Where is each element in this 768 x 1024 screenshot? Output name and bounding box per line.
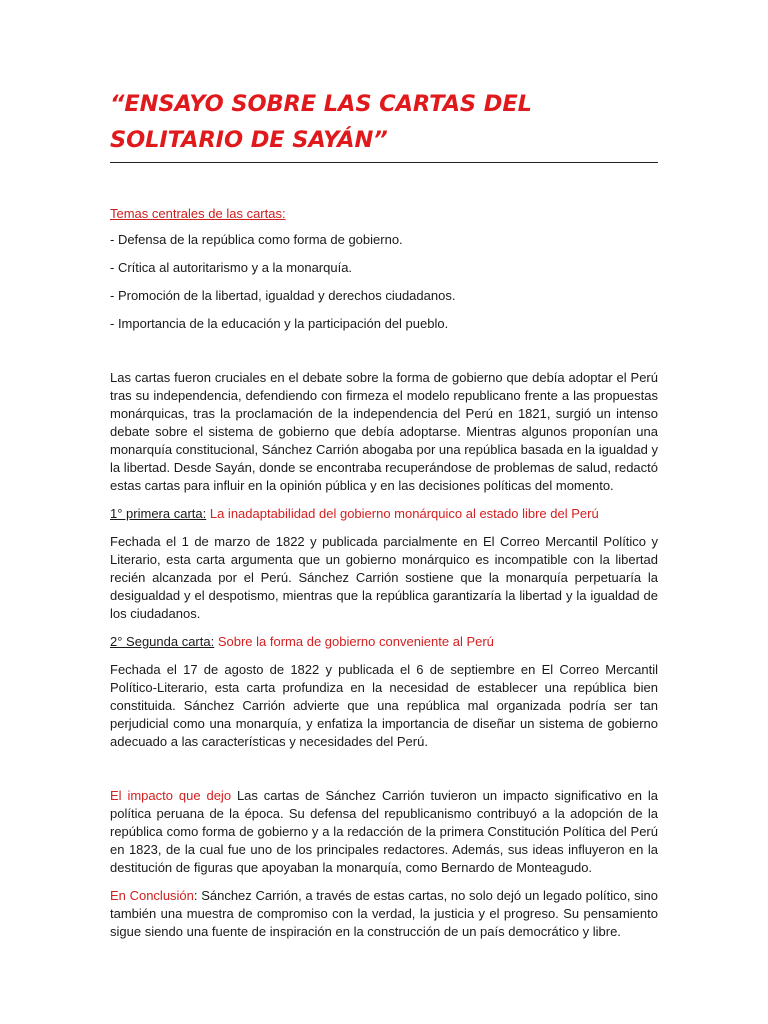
list-item: - Defensa de la república como forma de gobierno. bbox=[110, 232, 403, 247]
conclusion-label: En Conclusión bbox=[110, 888, 194, 903]
letter2-body: Fechada el 17 de agosto de 1822 y publicada el 6 de septiembre en El Correo Mercantil Político-Literario, esta carta profundiza en la necesidad de establecer una república bien constituida. Sánchez Carrión advierte que una república mal organizada podría ser tan perjudicial como una monarquía, y enfatiza la importancia de diseñar un sistema de gobierno adecuado a las características y necesidades del Perú. bbox=[110, 662, 658, 749]
letter1-heading bbox=[110, 505, 658, 523]
document-title: “ENSAYO SOBRE LAS CARTAS DEL SOLITARIO DE SAYÁN” bbox=[110, 86, 658, 163]
themes-heading: Temas centrales de las cartas: bbox=[110, 206, 286, 221]
letter1-title: La inadaptabilidad del gobierno monárquico al estado libre del Perú bbox=[209, 506, 599, 521]
letter1-label: 1° primera carta: bbox=[110, 506, 207, 521]
document-body bbox=[110, 86, 658, 941]
letter2-title: Sobre la forma de gobierno conveniente al Perú bbox=[217, 634, 494, 649]
list-item: - Promoción de la libertad, igualdad y derechos ciudadanos. bbox=[110, 288, 456, 303]
impact-body: Las cartas de Sánchez Carrión tuvieron un impacto significativo en la política peruana de la época. Su defensa del republicanismo contribuyó a la adopción de la república como forma de gobierno y a la redacción de la primera Constitución Política del Perú en 1823, de la cual fue uno de los principales redactores. Además, sus ideas influyeron en la destitución de figuras que apoyaban la monarquía, como Bernardo de Monteagudo. bbox=[110, 788, 658, 875]
conclusion-body: : Sánchez Carrión, a través de estas cartas, no solo dejó un legado político, sino también una muestra de compromiso con la verdad, la justicia y el progreso. Su pensamiento sigue siendo una fuente de inspiración en la construcción de un país democrático y libre. bbox=[110, 888, 659, 939]
list-item: - Importancia de la educación y la participación del pueblo. bbox=[110, 316, 449, 331]
conclusion-paragraph bbox=[110, 887, 658, 941]
letter2-label: 2° Segunda carta: bbox=[110, 634, 215, 649]
list-item: - Crítica al autoritarismo y a la monarquía. bbox=[110, 260, 353, 275]
intro-paragraph: Las cartas fueron cruciales en el debate sobre la forma de gobierno que debía adoptar el Perú tras su independencia, defendiendo con firmeza el modelo republicano frente a las propuestas monárquicas, tras la proclamación de la independencia del Perú en 1821, surgió un intenso debate sobre el sistema de gobierno que debía adoptarse. Mientras algunos proponían una monarquía constitucional, Sánchez Carrión abogaba por una república basada en la igualdad y la libertad. Desde Sayán, donde se encontraba recuperándose de problemas de salud, redactó estas cartas para influir en la opinión pública y en las decisiones políticas del momento. bbox=[110, 370, 658, 493]
letter2-heading bbox=[110, 633, 658, 651]
impact-paragraph bbox=[110, 787, 658, 877]
impact-label: El impacto que dejo bbox=[110, 788, 232, 803]
themes-list bbox=[110, 231, 658, 333]
letter1-body: Fechada el 1 de marzo de 1822 y publicada parcialmente en El Correo Mercantil Político y Literario, esta carta argumenta que un gobierno monárquico es incompatible con la libertad recién alcanzada por el Perú. Sánchez Carrión sostiene que la monarquía perpetuaría la desigualdad y el despotismo, mientras que la república garantizaría la libertad y la igualdad de los ciudadanos. bbox=[110, 534, 658, 621]
